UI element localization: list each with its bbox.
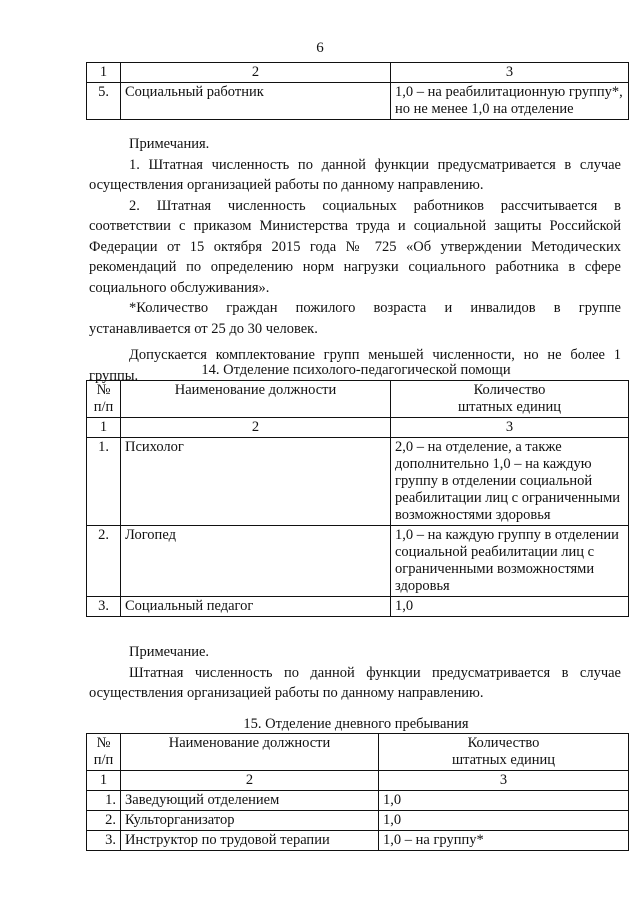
- position-name: Психолог: [121, 438, 391, 526]
- staff-table-section-14: [86, 380, 629, 617]
- note-text: Штатная численность по данной функции предусматривается в случае осуществления организацией работы по данному направлению.: [89, 664, 621, 701]
- column-number-row: [87, 418, 629, 438]
- row-number: 1.: [87, 438, 121, 526]
- row-number: 1.: [87, 791, 121, 811]
- notes-heading: Примечания.: [129, 136, 210, 152]
- staff-quantity: 1,0 – на группу*: [379, 831, 629, 851]
- col-number-1: 1: [87, 418, 121, 438]
- staff-table-continuation: [86, 62, 629, 120]
- col-number-3: 3: [391, 63, 629, 83]
- table-row: [87, 438, 629, 526]
- position-name: Социальный педагог: [121, 597, 391, 617]
- notes-block: [89, 642, 621, 704]
- header-qty: [391, 381, 629, 418]
- header-name: Наименование должности: [121, 381, 391, 418]
- table-row: [87, 83, 629, 120]
- page-number: 6: [316, 40, 324, 56]
- header-qty-line1: Количество: [467, 735, 540, 751]
- row-number: 2.: [87, 526, 121, 597]
- table-row: [87, 791, 629, 811]
- notes-block: [89, 134, 621, 386]
- row-number: 2.: [87, 811, 121, 831]
- notes-heading: Примечание.: [129, 644, 210, 660]
- header-num: № п/п: [87, 381, 121, 418]
- table-row: [87, 831, 629, 851]
- col-number-3: 3: [391, 418, 629, 438]
- section-title: 15. Отделение дневного пребывания: [243, 716, 469, 732]
- note-item: 1. Штатная численность по данной функции предусматривается в случае осуществления организацией работы по данному направлению.: [89, 156, 621, 193]
- header-row: [87, 734, 629, 771]
- row-number: 3.: [87, 597, 121, 617]
- note-item: *Количество граждан пожилого возраста и инвалидов в группе устанавливается от 25 до 30 человек.: [89, 300, 621, 337]
- table-row: [87, 526, 629, 597]
- col-number-1: 1: [87, 771, 121, 791]
- staff-quantity: 1,0 – на каждую группу в отделении социальной реабилитации лиц с ограниченными возможностями здоровья: [391, 526, 629, 597]
- row-number: 3.: [87, 831, 121, 851]
- section-title: 14. Отделение психолого-педагогической помощи: [201, 362, 511, 378]
- staff-quantity: 1,0 – на реабилитационную группу*, но не менее 1,0 на отделение: [391, 83, 629, 120]
- header-name: Наименование должности: [121, 734, 379, 771]
- staff-quantity: 1,0: [379, 811, 629, 831]
- row-number: 5.: [87, 83, 121, 120]
- header-qty-line2: штатных единиц: [451, 752, 556, 768]
- col-number-2: 2: [121, 418, 391, 438]
- position-name: Культорганизатор: [121, 811, 379, 831]
- header-qty: [379, 734, 629, 771]
- col-number-1: 1: [87, 63, 121, 83]
- header-qty-line2: штатных единиц: [457, 399, 562, 415]
- col-number-2: 2: [121, 63, 391, 83]
- note-item: Допускается комплектование групп меньшей численности, но не более 1 группы.: [89, 347, 621, 384]
- col-number-2: 2: [121, 771, 379, 791]
- staff-quantity: 1,0: [391, 597, 629, 617]
- header-num: № п/п: [87, 734, 121, 771]
- column-number-row: [87, 771, 629, 791]
- column-number-row: [87, 63, 629, 83]
- header-qty-line1: Количество: [473, 382, 546, 398]
- position-name: Логопед: [121, 526, 391, 597]
- table-row: [87, 811, 629, 831]
- table-row: [87, 597, 629, 617]
- staff-table-section-15: [86, 733, 629, 851]
- staff-quantity: 1,0: [379, 791, 629, 811]
- header-row: [87, 381, 629, 418]
- note-item: 2. Штатная численность социальных работников рассчитывается в соответствии с приказом Министерства труда и социальной защиты Российской Федерации от 15 октября 2015 года № 725 «Об утверждении Методических рекомендаций по определению норм нагрузки социального работника в сфере социального обслуживания».: [89, 197, 621, 296]
- col-number-3: 3: [379, 771, 629, 791]
- staff-quantity: 2,0 – на отделение, а также дополнительно 1,0 – на каждую группу в отделении социальной реабилитации лиц с ограниченными возможностями здоровья: [391, 438, 629, 526]
- position-name: Социальный работник: [121, 83, 391, 120]
- position-name: Заведующий отделением: [121, 791, 379, 811]
- position-name: Инструктор по трудовой терапии: [121, 831, 379, 851]
